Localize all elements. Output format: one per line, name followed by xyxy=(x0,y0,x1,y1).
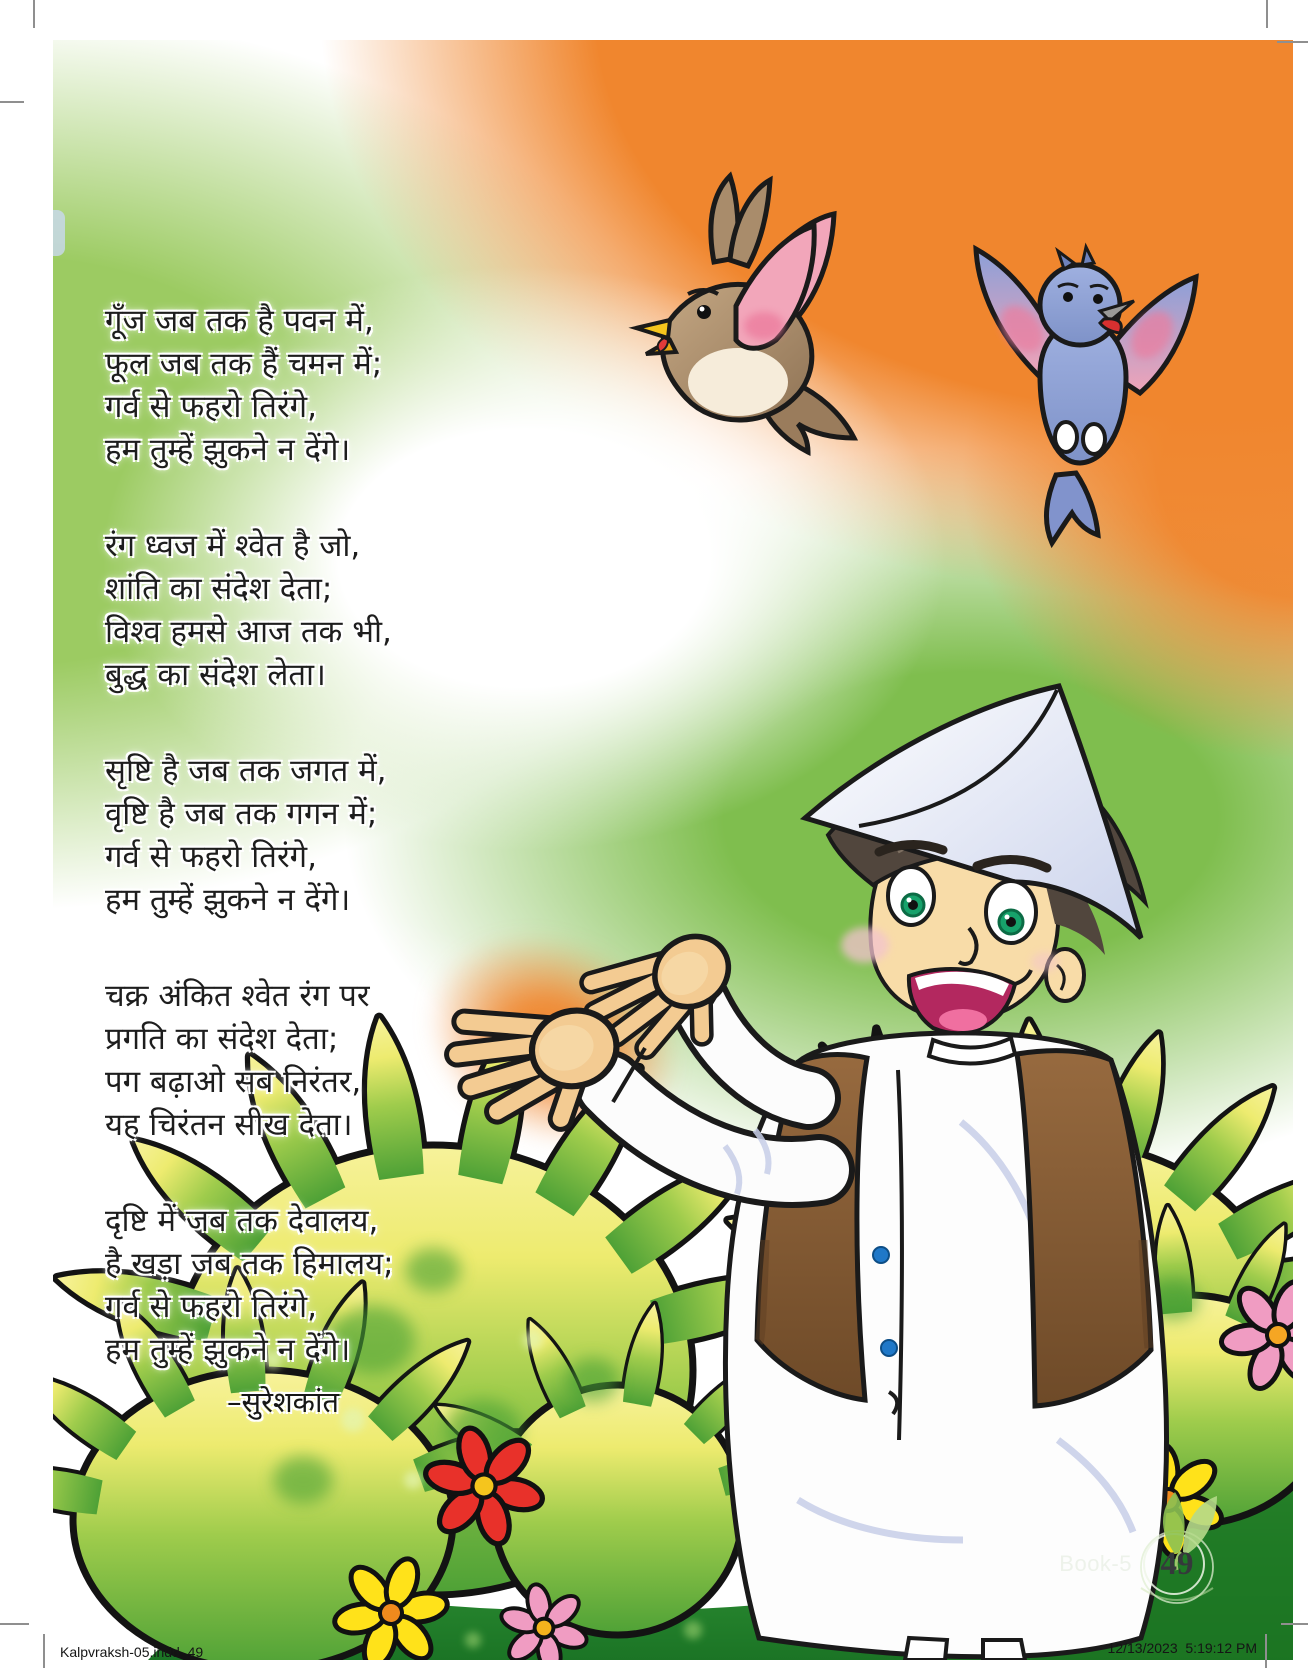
book-label: Book-5 xyxy=(1059,1551,1132,1576)
poem-line: गर्व से फहरो तिरंगे, xyxy=(105,839,317,875)
poem-line: शांति का संदेश देता; xyxy=(105,571,333,607)
poem-line: फूल जब तक हैं चमन में; xyxy=(105,346,383,382)
boy-head xyxy=(805,686,1145,1033)
crop-mark xyxy=(1281,1623,1308,1625)
poem-stanza xyxy=(105,300,394,472)
crop-mark xyxy=(0,1623,29,1625)
poem-line: है खड़ा जब तक हिमालय; xyxy=(105,1246,394,1282)
sparrow-bird-icon xyxy=(636,176,854,452)
crop-mark xyxy=(33,0,35,28)
poem-line: सृष्टि है जब तक जगत में, xyxy=(105,753,387,789)
poem-line: बुद्ध का संदेश लेता। xyxy=(105,657,326,693)
poem-line: दृष्टि में जब तक देवालय, xyxy=(105,1203,379,1239)
poem-stanza xyxy=(105,525,394,697)
crop-mark xyxy=(0,101,24,103)
poem-stanza xyxy=(105,975,394,1147)
poem-stanza xyxy=(105,1200,394,1372)
print-timestamp: 12/13/2023 5:19:12 PM xyxy=(1107,1640,1257,1656)
poem-line: हम तुम्हें झुकने न देंगे। xyxy=(105,432,351,468)
poem-stanza xyxy=(105,750,394,922)
print-smudge xyxy=(53,210,65,256)
poem-line: प्रगति का संदेश देता; xyxy=(105,1021,339,1057)
poem-line: विश्व हमसे आज तक भी, xyxy=(105,614,392,650)
poem-line: वृष्टि है जब तक गगन में; xyxy=(105,796,378,832)
blush xyxy=(841,927,889,963)
button xyxy=(881,1340,897,1356)
crop-mark xyxy=(1266,0,1268,28)
crop-mark xyxy=(1265,1634,1267,1668)
poem-line: गर्व से फहरो तिरंगे, xyxy=(105,1289,317,1325)
blush xyxy=(1031,952,1059,972)
poem-line: गूँज जब तक है पवन में, xyxy=(105,303,374,339)
poem-line: गर्व से फहरो तिरंगे, xyxy=(105,389,317,425)
poem-line: हम तुम्हें झुकने न देंगे। xyxy=(105,1332,351,1368)
poem-line: हम तुम्हें झुकने न देंगे। xyxy=(105,882,351,918)
poem-line: रंग ध्वज में श्वेत है जो, xyxy=(105,528,361,564)
button xyxy=(873,1247,889,1263)
crop-mark xyxy=(1277,41,1308,43)
poem-line: चक्र अंकित श्वेत रंग पर xyxy=(105,978,370,1014)
poem-line: यह चिरंतन सीख देता। xyxy=(105,1107,353,1143)
page-number: 49 xyxy=(1160,1546,1194,1582)
print-filename: Kalpvraksh-05.indd 49 xyxy=(60,1644,204,1660)
blue-bird-icon xyxy=(976,247,1196,543)
poem-author: –सुरेशकांत xyxy=(227,1385,339,1419)
poem-text xyxy=(105,300,394,1425)
crop-mark xyxy=(43,1634,45,1668)
poem-line: पग बढ़ाओ सब निरंतर, xyxy=(105,1064,362,1100)
